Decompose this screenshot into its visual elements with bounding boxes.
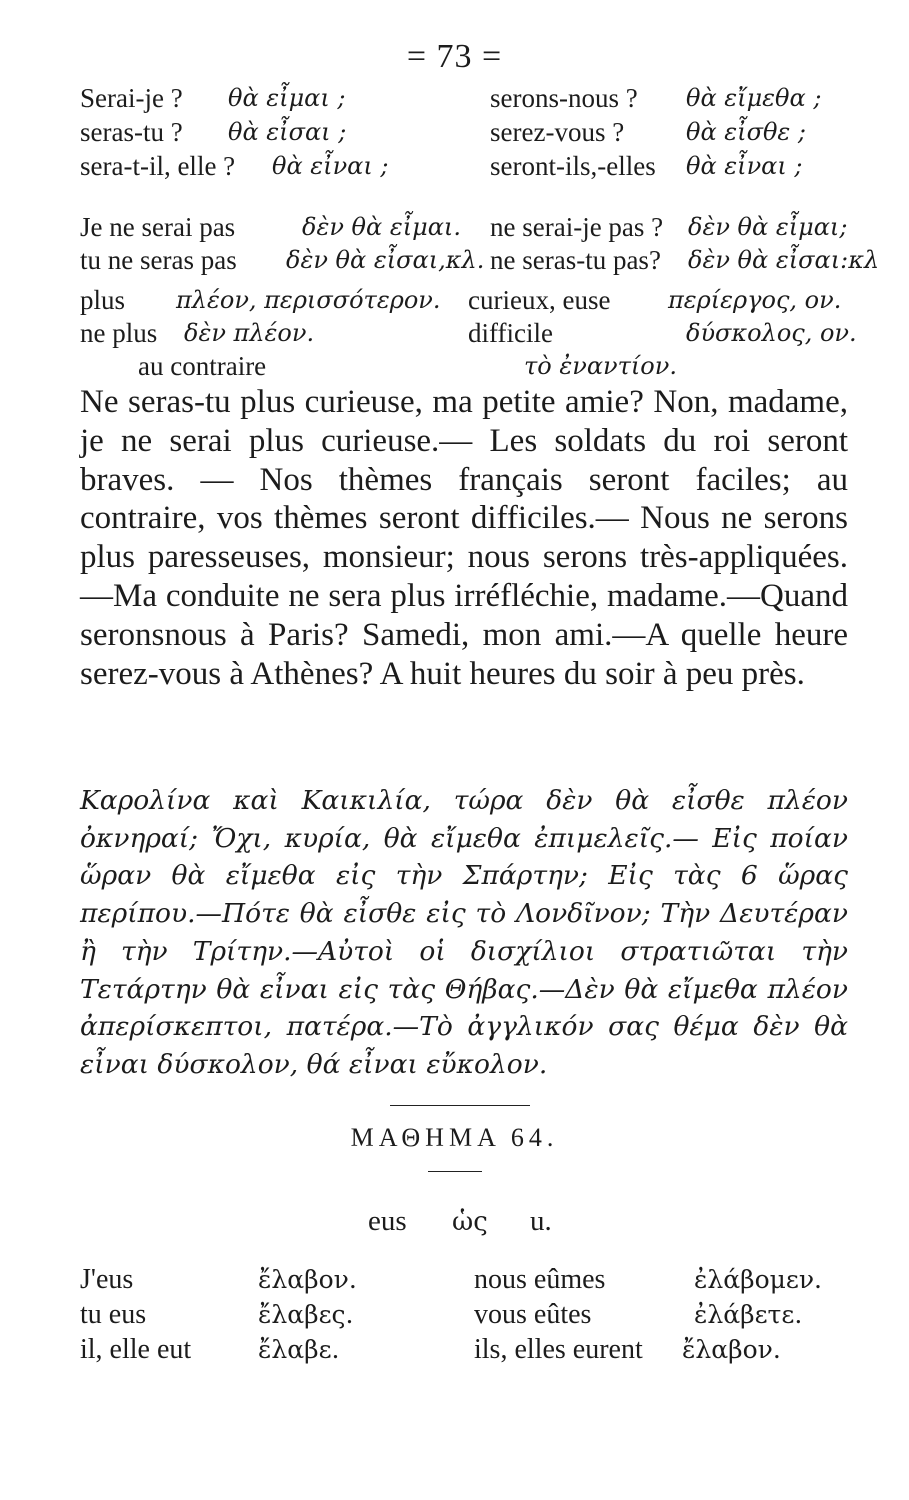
vocab-greek: δὲν πλέον. [184,319,315,347]
negation-greek: δὲν θὰ εἶσαι:κλ [688,246,880,274]
title-underline [428,1171,482,1172]
negation-french: ne serai-je pas ? [490,212,664,242]
conj-french: Serai-je ? [80,83,183,113]
vocab-row [80,285,441,316]
vocab-french: au contraire [138,351,267,381]
negation-french: tu ne seras pas [80,245,237,275]
vocab-greek: πλέον, περισσότερον. [176,286,441,314]
eus-greek: ὡς [452,1207,488,1237]
past-french: nous eûmes [474,1264,606,1295]
conj-row [80,83,346,114]
past-french: tu eus [80,1299,147,1330]
lesson-title: ΜΑΘΗΜΑ 64. [350,1123,559,1152]
past-french: vous eûtes [474,1299,592,1330]
negation-french: ne seras-tu pas? [490,245,661,275]
past-row [474,1262,822,1297]
negation-row [80,212,461,243]
past-row [474,1297,803,1332]
past-french: J'eus [80,1264,134,1295]
conj-row [490,117,806,148]
page-number: = 73 = [406,38,503,75]
vocab-greek: περίεργος, ον. [668,286,842,314]
conj-greek: θὰ εἶναι ; [686,152,803,180]
conj-french: serons-nous ? [490,83,638,113]
past-french: ils, elles eurent [474,1334,643,1365]
negation-row [490,245,880,276]
conj-french: seras-tu ? [80,117,183,147]
negation-greek: δὲν θὰ εἶσαι,κλ. [286,246,485,274]
vocab-french: difficile [468,318,553,348]
past-row [474,1332,781,1367]
eus-french: eus [368,1205,407,1237]
conj-greek: θὰ εἶσθε ; [686,118,806,146]
conj-row [80,151,389,182]
past-french: il, elle eut [80,1334,192,1365]
vocab-greek: δύσκολος, ον. [686,319,857,347]
past-greek: ἔλαβον. [682,1335,781,1364]
negation-greek: δὲν θὰ εἶμαι. [302,213,461,241]
vocab-row [468,285,842,316]
vocab-french: plus [80,285,126,315]
vocab-row [468,318,857,349]
eus-u: u. [530,1205,552,1237]
past-greek: ἔλαβες. [258,1300,354,1329]
vocab-french: curieux, euse [468,285,611,315]
conj-row [80,117,347,148]
vocab-greek: τὸ ἐναντίον. [524,352,677,380]
past-row [80,1262,357,1297]
vocab-row [138,351,677,382]
negation-greek: δὲν θὰ εἶμαι; [688,213,848,241]
greek-exercise: Καρολίνα καὶ Καικιλία, τώρα δὲν θὰ εἶσθε πλέον ὀκνηραί; Ὄχι, κυρία, θὰ εἴμεθα ἐπιμελεῖς.— Εἰς ποίαν ὥραν θὰ εἴμεθα εἰς τὴν Σπάρτην; Εἰς τὰς 6 ὥρας περίπου.—Πότε θὰ εἶσθε εἰς τὸ Λονδῖνον; Τὴν Δευτέραν ἢ τὴν Τρίτην.—Αὐτοὶ οἱ δισχίλιοι στρατιῶται τὴν Τετάρτην θὰ εἶναι εἰς τὰς Θήβας.—Δὲν θὰ εἴμεθα πλέον ἀπερίσκεπτοι, πατέρα.—Τὸ ἀγγλικόν σας θέμα δὲν θὰ εἶναι δύσκολον, θά εἶναι εὔκολον. [80,785,848,1080]
french-exercise: Ne seras-tu plus curieuse, ma petite amie? Non, madame, je ne serai plus curieuse.— Les soldats du roi seront braves. — Nos thèmes français seront faciles; au contraire, vos thèmes seront difficiles.— Nous ne serons plus paresseuses, monsieur; nous serons très-appliquées.—Ma conduite ne sera plus irréfléchie, madame.—Quand seronsnous à Paris? Samedi, mon ami.—A quelle heure serez-vous à Athènes? A huit heures du soir à peu près. [80,384,848,692]
conj-greek: θὰ εἶναι ; [272,152,389,180]
past-greek: ἔλαβον. [258,1265,357,1294]
past-greek: ἔλαβε. [258,1335,340,1364]
conj-greek: θὰ εἶσαι ; [228,118,347,146]
conj-greek: θὰ εἶμαι ; [228,84,346,112]
negation-french: Je ne serai pas [80,212,236,242]
section-divider [390,1105,530,1106]
conj-french: serez-vous ? [490,117,625,147]
vocab-french: ne plus [80,318,158,348]
past-row [80,1297,354,1332]
past-row [80,1332,340,1367]
conj-row [490,83,822,114]
past-greek: ἐλάβετε. [694,1300,803,1329]
conj-french: seront-ils,-elles [490,151,656,181]
past-greek: ἐλάβομεν. [694,1265,822,1294]
conj-greek: θὰ εἴμεθα ; [686,84,822,112]
negation-row [80,245,485,276]
conj-row [490,151,803,182]
negation-row [490,212,848,243]
vocab-row [80,318,315,349]
conj-french: sera-t-il, elle ? [80,151,236,181]
